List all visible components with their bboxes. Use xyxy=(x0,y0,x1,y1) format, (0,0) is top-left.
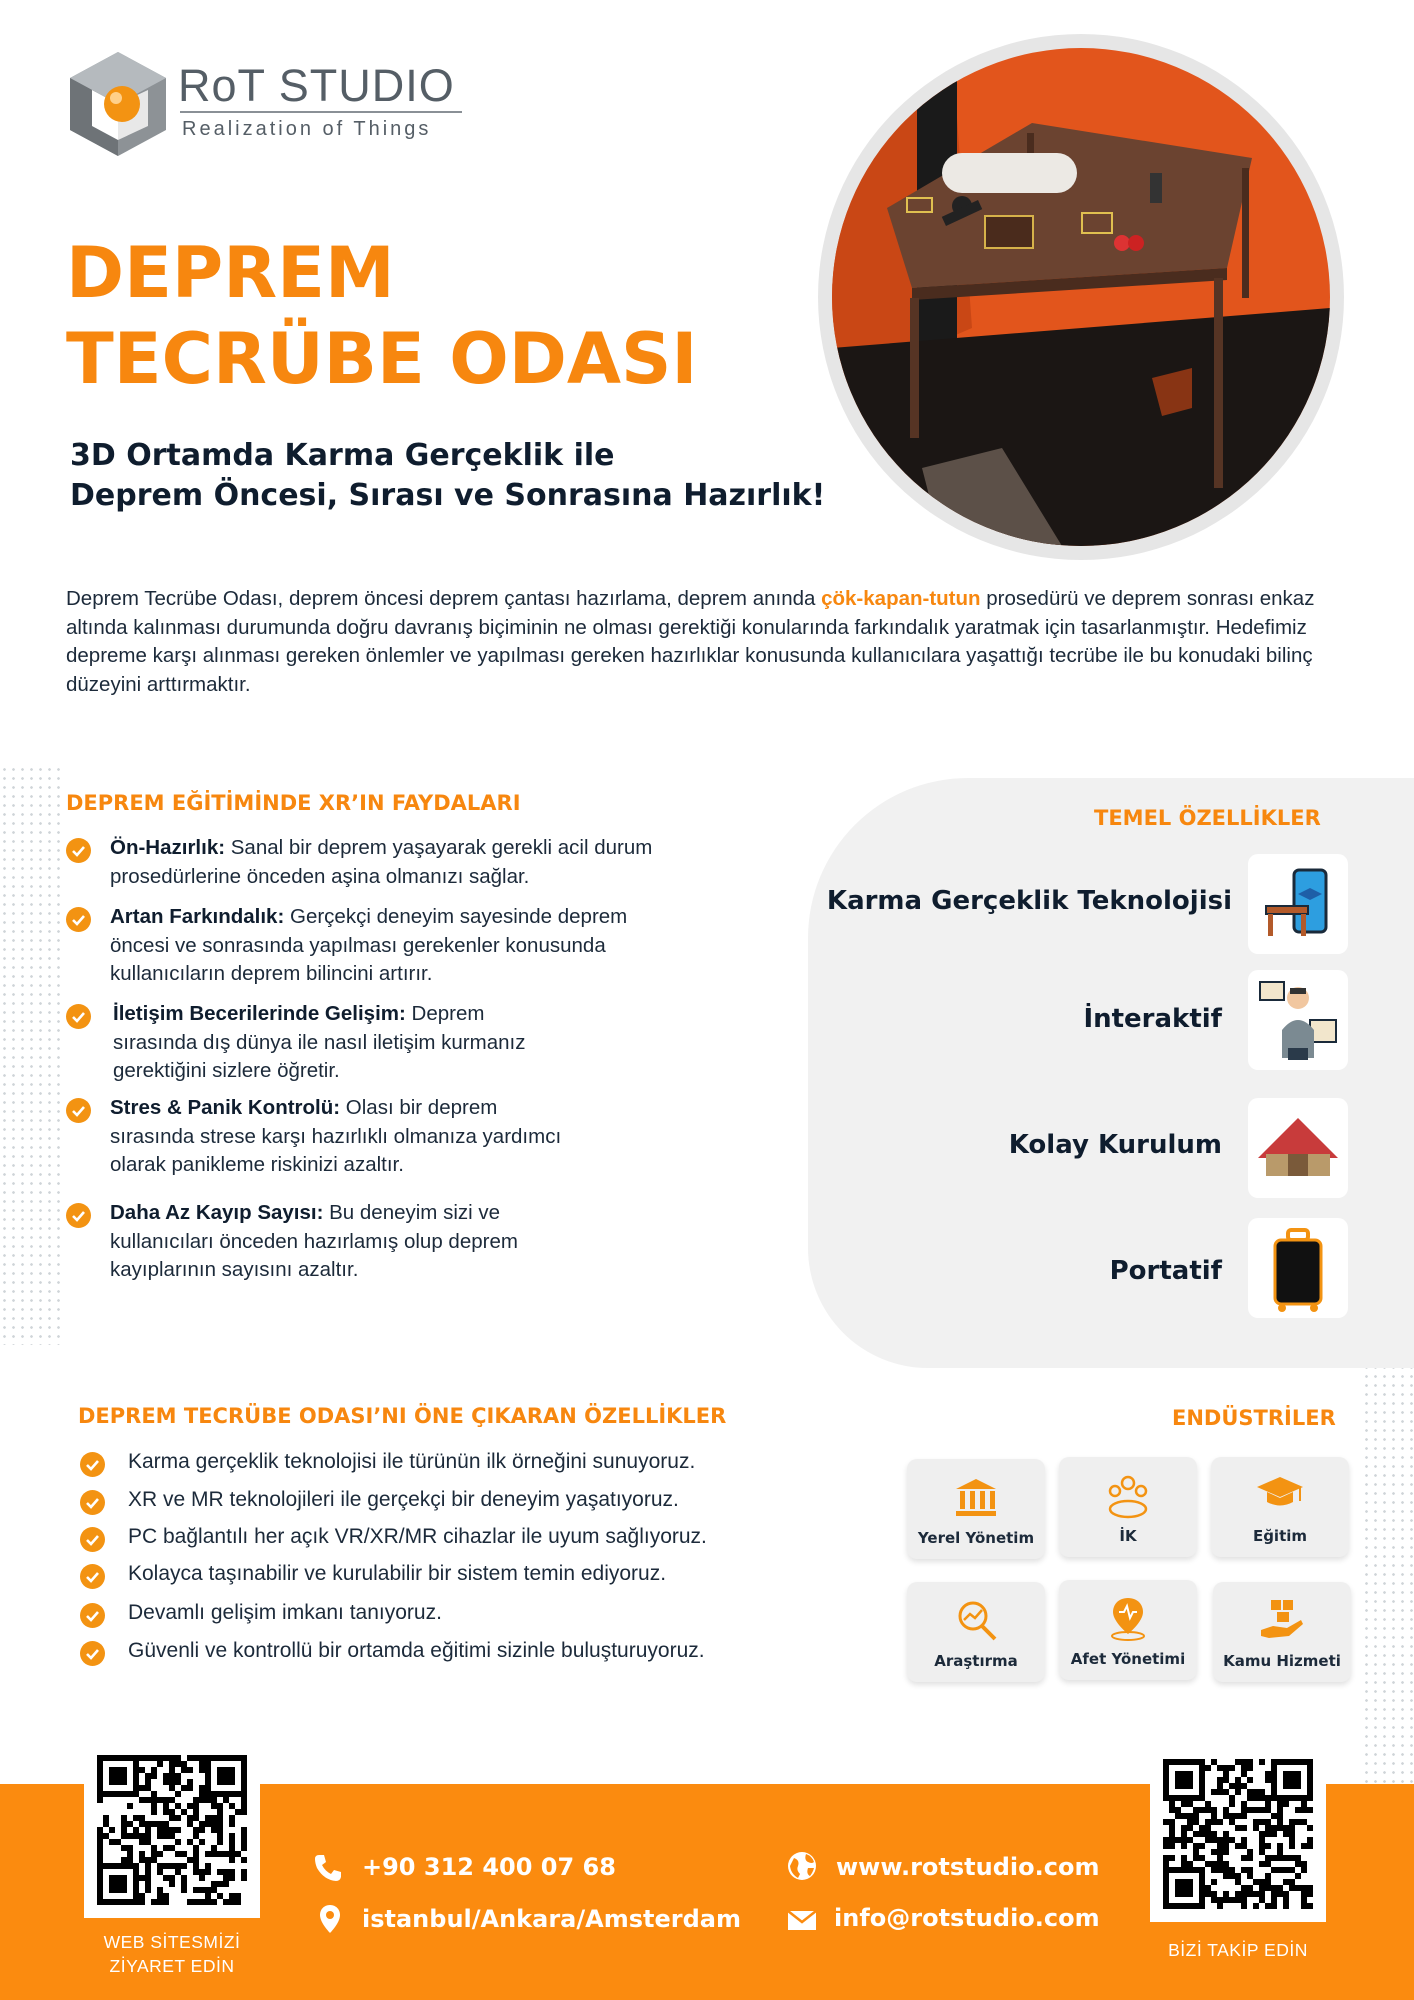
location-text: istanbul/Ankara/Amsterdam xyxy=(362,1905,741,1933)
benefit-item: Artan Farkındalık: Gerçekçi deneyim sayesinde deprem öncesi ve sonrasında yapılması gerekenler konusunda kullanıcıların deprem bilincini artırır. xyxy=(66,903,706,993)
benefit-item: Stres & Panik Kontrolü: Olası bir deprem sırasında strese karşı hazırlıklı olmanıza yardımcı olarak panikleme riskinizi azaltır. xyxy=(66,1094,706,1184)
benefit-item: Ön-Hazırlık: Sanal bir deprem yaşayarak gerekli acil durum prosedürlerine önceden aşina olmanızı sağlar. xyxy=(66,834,706,894)
brand-name: RoT STUDIO xyxy=(178,60,455,111)
benefit-item: Daha Az Kayıp Sayısı: Bu deneyim sizi ve kullanıcıları önceden hazırlamış olup deprem kayıplarının sayısını azaltır. xyxy=(66,1199,706,1289)
email-icon xyxy=(786,1904,818,1936)
brand-logo-icon xyxy=(66,50,170,158)
industry-card: Yerel Yönetim xyxy=(907,1459,1045,1559)
industry-card: Araştırma xyxy=(907,1582,1045,1682)
check-circle-icon xyxy=(66,1203,91,1228)
email-link[interactable]: info@rotstudio.com xyxy=(834,1904,1100,1932)
government-building-icon xyxy=(951,1473,1001,1521)
feature-label: Karma Gerçeklik Teknolojisi xyxy=(826,886,1232,916)
magnifier-chart-icon xyxy=(951,1596,1001,1644)
graduation-cap-icon xyxy=(1255,1471,1305,1519)
highlight-item: Kolayca taşınabilir ve kurulabilir bir sistem temin ediyoruz. xyxy=(78,1560,838,1594)
check-circle-icon xyxy=(80,1527,105,1552)
tent-icon xyxy=(1248,1098,1348,1198)
highlight-item: XR ve MR teknolojileri ile gerçekçi bir deneyim yaşatıyoruz. xyxy=(78,1486,838,1520)
benefit-item: İletişim Becerilerinde Gelişim: Deprem sırasında dış dünya ile nasıl iletişim kurmanız gerektiğini sizlere öğretir. xyxy=(66,1000,706,1090)
page-title-line2: TECRÜBE ODASI xyxy=(66,318,698,400)
qr-code-website[interactable] xyxy=(84,1742,260,1918)
industries-title: ENDÜSTRİLER xyxy=(1172,1406,1336,1430)
dot-pattern-left xyxy=(0,765,60,1345)
key-features-title: TEMEL ÖZELLİKLER xyxy=(1094,806,1321,830)
intro-highlight: çök-kapan-tutun xyxy=(821,587,981,610)
subtitle-line1: 3D Ortamda Karma Gerçeklik ile xyxy=(70,438,615,473)
feature-label: Portatif xyxy=(1109,1256,1222,1286)
interactive-user-icon xyxy=(1248,970,1348,1070)
phone-icon xyxy=(312,1852,344,1884)
check-circle-icon xyxy=(80,1452,105,1477)
suitcase-icon xyxy=(1248,1218,1348,1318)
location-pin-icon xyxy=(314,1903,346,1935)
highlight-item: Devamlı gelişim imkanı tanıyoruz. xyxy=(78,1599,838,1633)
industry-card: Kamu Hizmeti xyxy=(1213,1582,1351,1682)
feature-label: İnteraktif xyxy=(1083,1004,1222,1034)
phone-number[interactable]: +90 312 400 07 68 xyxy=(362,1853,616,1881)
benefits-title: DEPREM EĞİTİMİNDE XR’IN FAYDALARI xyxy=(66,791,521,815)
check-circle-icon xyxy=(66,1004,91,1029)
brand-divider xyxy=(180,111,462,113)
check-circle-icon xyxy=(66,1098,91,1123)
industry-card: İK xyxy=(1059,1457,1197,1557)
hero-room-photo xyxy=(832,48,1330,546)
brand-tagline: Realization of Things xyxy=(182,118,432,140)
globe-icon xyxy=(786,1850,818,1882)
check-circle-icon xyxy=(80,1490,105,1515)
intro-paragraph: Deprem Tecrübe Odası, deprem öncesi deprem çantası hazırlama, deprem anında çök-kapan-tutun prosedürü ve deprem sonrası enkaz altında kalınması durumunda doğru davranış biçiminin ne olması gerektiği konularında farkındalık yaratmak için tasarlanmıştır. Hedefimiz depreme karşı alınması gereken önlemler ve yapılması gereken hazırlıklar konusunda kullanıcılara yaşattığı tecrübe ile bu konudaki bilinç düzeyini arttırmaktır. xyxy=(66,587,1315,696)
website-link[interactable]: www.rotstudio.com xyxy=(836,1853,1100,1881)
check-circle-icon xyxy=(80,1564,105,1589)
qr-right-caption: BİZİ TAKİP EDİN xyxy=(1168,1940,1308,1960)
hand-service-icon xyxy=(1257,1596,1307,1644)
check-circle-icon xyxy=(66,838,91,863)
highlights-title: DEPREM TECRÜBE ODASI’NI ÖNE ÇIKARAN ÖZELLİKLER xyxy=(78,1404,727,1428)
feature-label: Kolay Kurulum xyxy=(1008,1130,1222,1160)
mixed-reality-icon xyxy=(1248,854,1348,954)
highlight-item: Karma gerçeklik teknolojisi ile türünün ilk örneğini sunuyoruz. xyxy=(78,1448,838,1482)
qr-left-caption: WEB SİTESMİZİ ZİYARET EDİN xyxy=(103,1932,241,1976)
highlight-item: Güvenli ve kontrollü bir ortamda eğitimi sizinle buluşturuyoruz. xyxy=(78,1637,838,1671)
check-circle-icon xyxy=(80,1603,105,1628)
highlight-item: PC bağlantılı her açık VR/XR/MR cihazlar ile uyum sağlıyoruz. xyxy=(78,1523,838,1557)
location-alert-icon xyxy=(1103,1594,1153,1642)
dot-pattern-right xyxy=(1362,1345,1414,1825)
qr-code-social[interactable] xyxy=(1150,1746,1326,1922)
industry-card: Eğitim xyxy=(1211,1457,1349,1557)
subtitle-line2: Deprem Öncesi, Sırası ve Sonrasına Hazırlık! xyxy=(70,478,826,513)
team-icon xyxy=(1103,1471,1153,1519)
check-circle-icon xyxy=(80,1641,105,1666)
check-circle-icon xyxy=(66,907,91,932)
page-title-line1: DEPREM xyxy=(66,232,395,314)
industry-card: Afet Yönetimi xyxy=(1059,1580,1197,1680)
